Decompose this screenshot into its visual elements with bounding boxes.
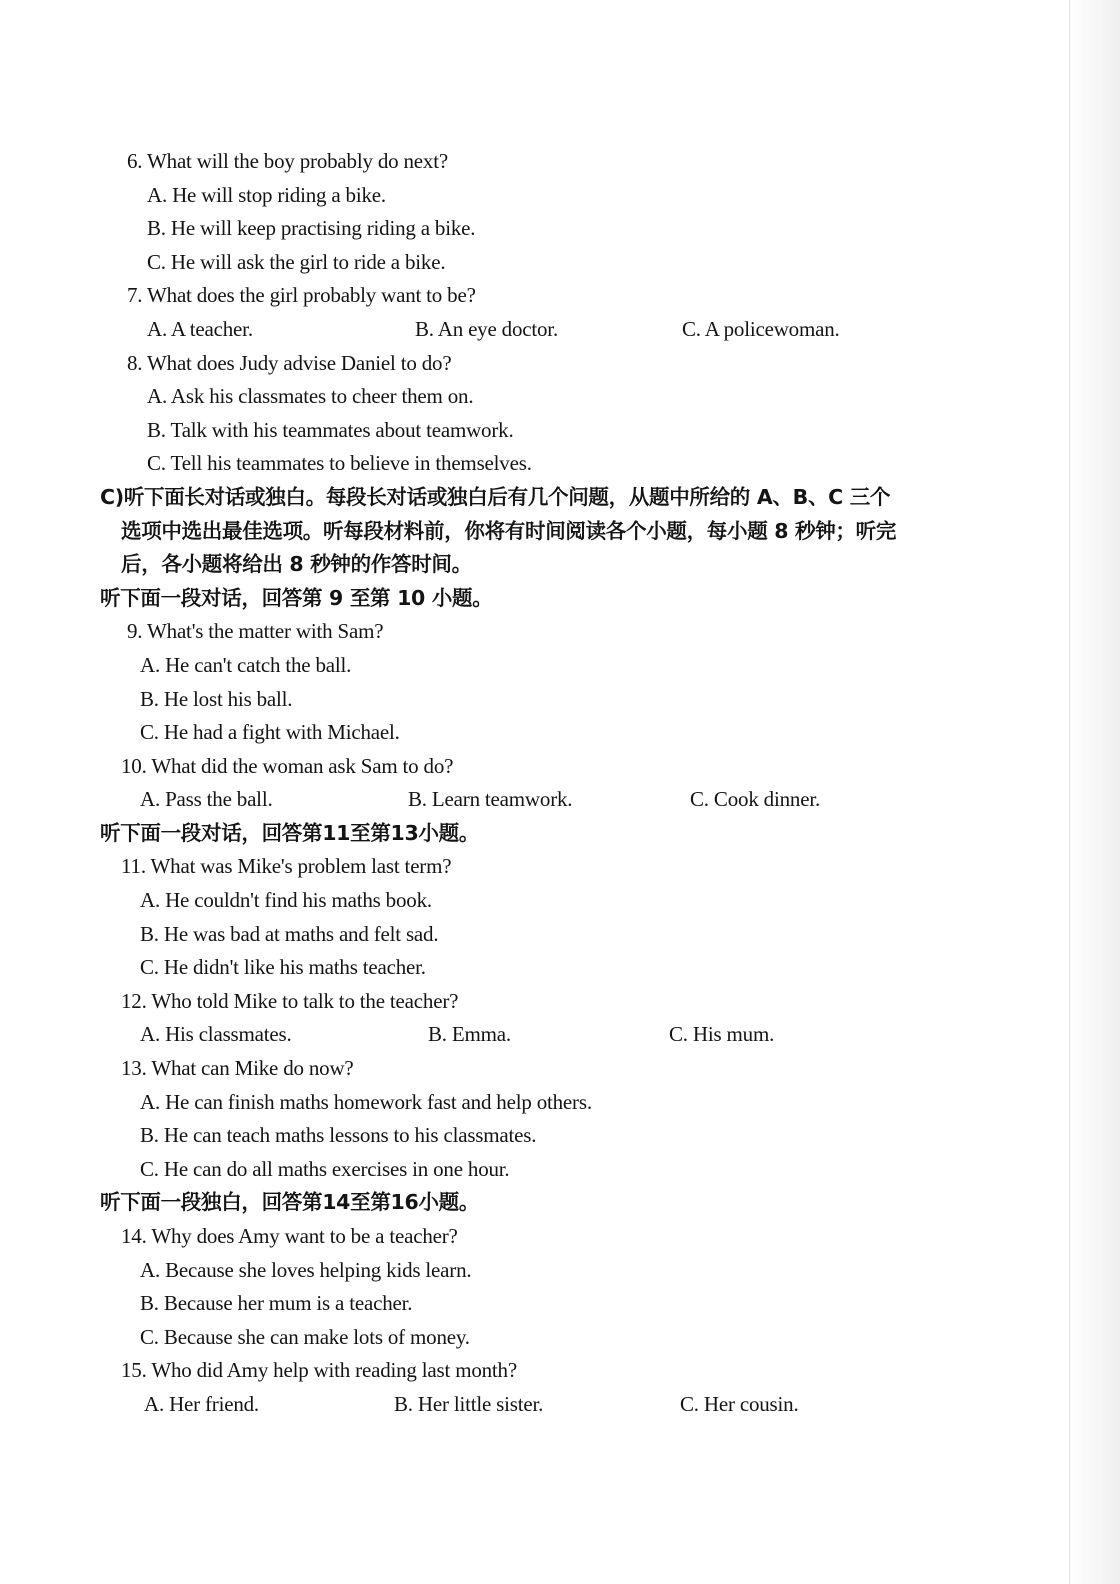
dialog-1-header: 听下面一段对话，回答第 9 至第 10 小题。	[100, 585, 493, 610]
question-9-option-b: B. He lost his ball.	[140, 686, 293, 711]
dialog-2-header: 听下面一段对话，回答第11至第13小题。	[100, 820, 480, 845]
question-15-option-c: C. Her cousin.	[680, 1391, 799, 1416]
section-c-instructions-line-1: C)听下面长对话或独白。每段长对话或独白后有几个问题，从题中所给的 A、B、C 三个	[100, 484, 891, 509]
exam-page	[0, 145, 1060, 1422]
question-13-option-a: A. He can finish maths homework fast and help others.	[140, 1089, 592, 1114]
question-13: 13. What can Mike do now?	[121, 1056, 354, 1081]
question-7-option-b: B. An eye doctor.	[415, 316, 558, 341]
question-6-option-b: B. He will keep practising riding a bike.	[147, 216, 476, 241]
question-10-option-a: A. Pass the ball.	[140, 787, 273, 812]
question-15-option-b: B. Her little sister.	[394, 1391, 544, 1416]
question-14: 14. Why does Amy want to be a teacher?	[121, 1224, 458, 1248]
question-11-option-b: B. He was bad at maths and felt sad.	[140, 921, 439, 946]
question-11-option-c: C. He didn't like his maths teacher.	[140, 955, 426, 980]
question-7-options	[0, 313, 1060, 347]
question-10-option-b: B. Learn teamwork.	[408, 787, 573, 812]
question-7-option-a: A. A teacher.	[147, 316, 253, 341]
question-10-options	[0, 783, 1060, 817]
question-6: 6. What will the boy probably do next?	[127, 149, 448, 173]
question-8-option-a: A. Ask his classmates to cheer them on.	[147, 384, 474, 409]
question-12-option-a: A. His classmates.	[140, 1022, 292, 1047]
page-edge-shadow	[1068, 0, 1120, 1584]
question-14-option-b: B. Because her mum is a teacher.	[140, 1291, 413, 1316]
question-7-option-c: C. A policewoman.	[682, 316, 840, 341]
question-9: 9. What's the matter with Sam?	[127, 619, 384, 644]
question-11-option-a: A. He couldn't find his maths book.	[140, 888, 432, 913]
question-15-options	[0, 1388, 1060, 1422]
question-10-option-c: C. Cook dinner.	[690, 787, 821, 812]
question-6-option-c: C. He will ask the girl to ride a bike.	[147, 249, 446, 274]
section-c-instructions-line-3: 后，各小题将给出 8 秒钟的作答时间。	[121, 552, 472, 577]
question-8: 8. What does Judy advise Daniel to do?	[127, 350, 452, 375]
question-12-options	[0, 1018, 1060, 1052]
monologue-header: 听下面一段独白，回答第14至第16小题。	[100, 1190, 480, 1215]
question-14-option-c: C. Because she can make lots of money.	[140, 1324, 470, 1349]
question-8-option-c: C. Tell his teammates to believe in themselves.	[147, 451, 532, 476]
question-8-option-b: B. Talk with his teammates about teamwork.	[147, 417, 514, 442]
question-12-option-b: B. Emma.	[428, 1022, 511, 1047]
section-c-instructions-line-2: 选项中选出最佳选项。听每段材料前，你将有时间阅读各个小题，每小题 8 秒钟；听完	[121, 518, 897, 543]
question-12: 12. Who told Mike to talk to the teacher?	[121, 988, 459, 1013]
question-11: 11. What was Mike's problem last term?	[121, 854, 452, 879]
question-6-option-a: A. He will stop riding a bike.	[147, 182, 386, 207]
question-15-option-a: A. Her friend.	[144, 1391, 259, 1416]
question-13-option-b: B. He can teach maths lessons to his classmates.	[140, 1123, 537, 1148]
question-15: 15. Who did Amy help with reading last month?	[121, 1358, 517, 1383]
question-7: 7. What does the girl probably want to be?	[127, 283, 476, 308]
question-9-option-c: C. He had a fight with Michael.	[140, 720, 400, 745]
question-12-option-c: C. His mum.	[669, 1022, 775, 1047]
question-14-option-a: A. Because she loves helping kids learn.	[140, 1257, 472, 1282]
page-edge-line	[1069, 0, 1070, 1584]
question-10: 10. What did the woman ask Sam to do?	[121, 753, 454, 778]
question-9-option-a: A. He can't catch the ball.	[140, 652, 352, 677]
question-13-option-c: C. He can do all maths exercises in one hour.	[140, 1156, 510, 1181]
